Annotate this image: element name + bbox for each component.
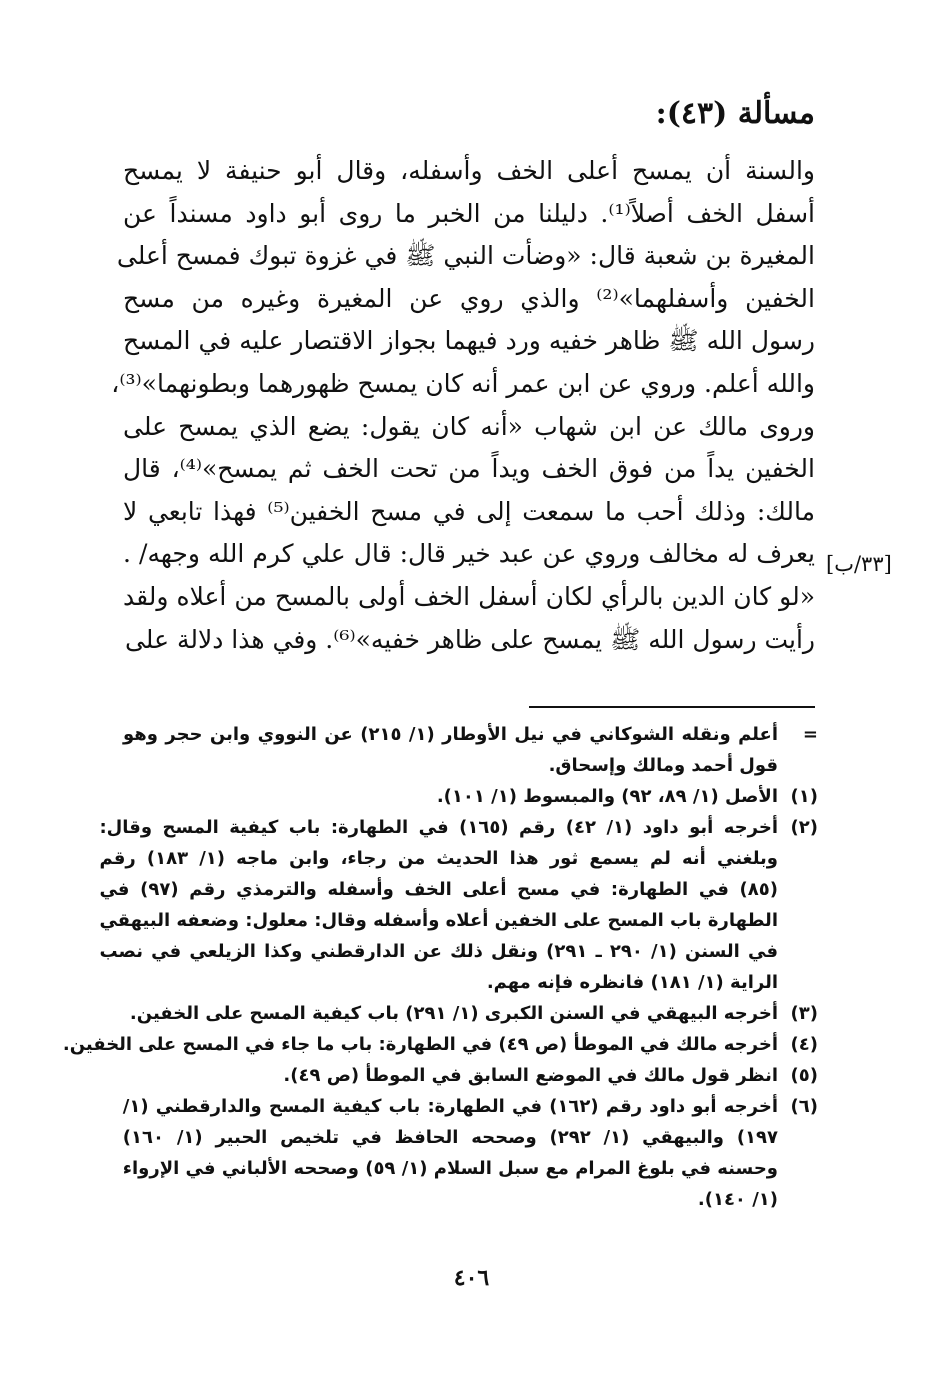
footnote-line: (١/ ١٤٠). xyxy=(697,1189,778,1210)
footnote-line: وحسنه في بلوغ المرام مع سبل السلام (١/ ٥٩) وصححه الألباني في الإرواء xyxy=(122,1158,778,1179)
footnote xyxy=(123,781,818,812)
body-line: يعرف له مخالف وروي عن عبد خير قال: قال علي كرم الله وجهه/ . xyxy=(123,539,815,569)
body-line: الخفين وأسفلهما»⁽²⁾ والذي روي عن المغيرة وغيره من مسح xyxy=(123,283,815,313)
manuscript-folio-marker: [٣٣/ب] xyxy=(826,552,892,576)
footnote-line: في السنن (١/ ٢٩٠ ـ ٢٩١) ونقل ذلك عن الدارقطني وكذا الزيلعي في نصب xyxy=(99,941,778,962)
footnotes xyxy=(62,719,818,1215)
body-line: والسنة أن يمسح أعلى الخف وأسفله، وقال أبو حنيفة لا يمسح xyxy=(123,156,815,185)
body-line: «لو كان الدين بالرأي لكان أسفل الخف أولى بالمسح من أعلاه ولقد xyxy=(123,581,815,611)
footnote-line: أخرجه البيهقي في السنن الكبرى (١/ ٢٩١) باب كيفية المسح على الخفين. xyxy=(129,1003,778,1024)
footnote-marker: (١) xyxy=(790,786,818,807)
body-line: مالك: وذلك أحب ما سمعت إلى في مسح الخفين⁽⁵⁾ فهذا تابعي لا xyxy=(123,496,815,526)
footnote-line: (٨٥) في الطهارة: في مسح أعلى الخف وأسفله والترمذي رقم (٩٧) في xyxy=(99,879,778,900)
body-line: رأيت رسول الله ﷺ يمسح على ظاهر خفيه»⁽⁶⁾. وفي هذا دلالة على xyxy=(124,624,815,654)
section-heading: مسألة (٤٣): xyxy=(655,96,815,131)
footnote-line: قول أحمد ومالك وإسحاق. xyxy=(548,755,778,776)
footnote-line: أعلم ونقله الشوكاني في نيل الأوطار (١/ ٢١٥) عن النووي وابن حجر وهو xyxy=(123,724,778,745)
body-line: والله أعلم. وروي عن ابن عمر أنه كان يمسح ظهورهما وبطونهما»⁽³⁾، xyxy=(111,368,815,398)
footnote-text xyxy=(123,719,778,781)
footnote-text xyxy=(99,812,778,998)
body-line: رسول الله ﷺ ظاهر خفيه ورد فيهما بجواز الاقتصار عليه في المسح xyxy=(123,326,815,356)
footnote-line: أخرجه أبو داود رقم (١٦٢) في الطهارة: باب كيفية المسح والدارقطني (١/ xyxy=(122,1096,778,1117)
footnote-separator xyxy=(529,706,815,708)
footnote xyxy=(123,1060,818,1091)
footnote-marker: (٥) xyxy=(790,1065,818,1086)
footnote-text xyxy=(63,1029,778,1060)
footnote-line: وبلغني أنه لم يسمع ثور هذا الحديث من رجاء، وابن ماجه (١/ ١٨٣) رقم xyxy=(99,848,778,869)
footnote-text xyxy=(123,1091,778,1215)
main-text xyxy=(111,150,815,661)
footnote-line: الراية (١/ ١٨١) فانظره فإنه مهم. xyxy=(486,972,778,993)
footnote-marker: (٢) xyxy=(790,817,818,838)
body-line: أسفل الخف أصلاً⁽¹⁾. دليلنا من الخبر ما روى أبو داود مسنداً عن xyxy=(123,198,815,228)
body-line: المغيرة بن شعبة قال: «وضأت النبي ﷺ في غزوة تبوك فمسح أعلى xyxy=(116,241,815,271)
page-number: ٤٠٦ xyxy=(453,1265,490,1291)
footnote-line: انظر قول مالك في الموضع السابق في الموطأ (ص ٤٩). xyxy=(283,1065,778,1086)
footnote-line: أخرجه أبو داود (١/ ٤٢) رقم (١٦٥) في الطهارة: باب كيفية المسح وقال: xyxy=(99,817,778,838)
footnote xyxy=(123,998,818,1029)
footnote-line: ١٩٧) والبيهقي (١/ ٢٩٢) وصححه الحافظ في تلخيص الحبير (١/ ١٦٠) xyxy=(122,1127,779,1148)
footnote xyxy=(123,719,818,781)
footnote-line: أخرجه مالك في الموطأ (ص ٤٩) في الطهارة: باب ما جاء في المسح على الخفين. xyxy=(62,1034,778,1055)
footnote xyxy=(62,1029,818,1060)
footnote-marker: (٣) xyxy=(790,1003,818,1024)
footnote-text xyxy=(123,1060,778,1091)
footnote-text xyxy=(123,998,778,1029)
body-line: وروى مالك عن ابن شهاب «أنه كان يقول: يضع الذي يمسح على xyxy=(123,411,815,441)
footnote-marker: (٦) xyxy=(790,1096,818,1117)
footnote xyxy=(123,1091,818,1215)
body-line: الخفين يداً من فوق الخف ويداً من تحت الخف ثم يمسح»⁽⁴⁾، قال xyxy=(123,454,815,484)
footnote-marker: (٤) xyxy=(790,1034,818,1055)
footnote-line: الطهارة باب المسح على الخفين أعلاه وأسفله وقال: معلول: وضعفه البيهقي xyxy=(99,910,778,931)
footnote xyxy=(99,812,818,998)
footnote-marker: = xyxy=(802,724,818,745)
footnote-text xyxy=(123,781,778,812)
footnote-line: الأصل (١/ ٨٩، ٩٢) والمبسوط (١/ ١٠١). xyxy=(436,786,778,807)
